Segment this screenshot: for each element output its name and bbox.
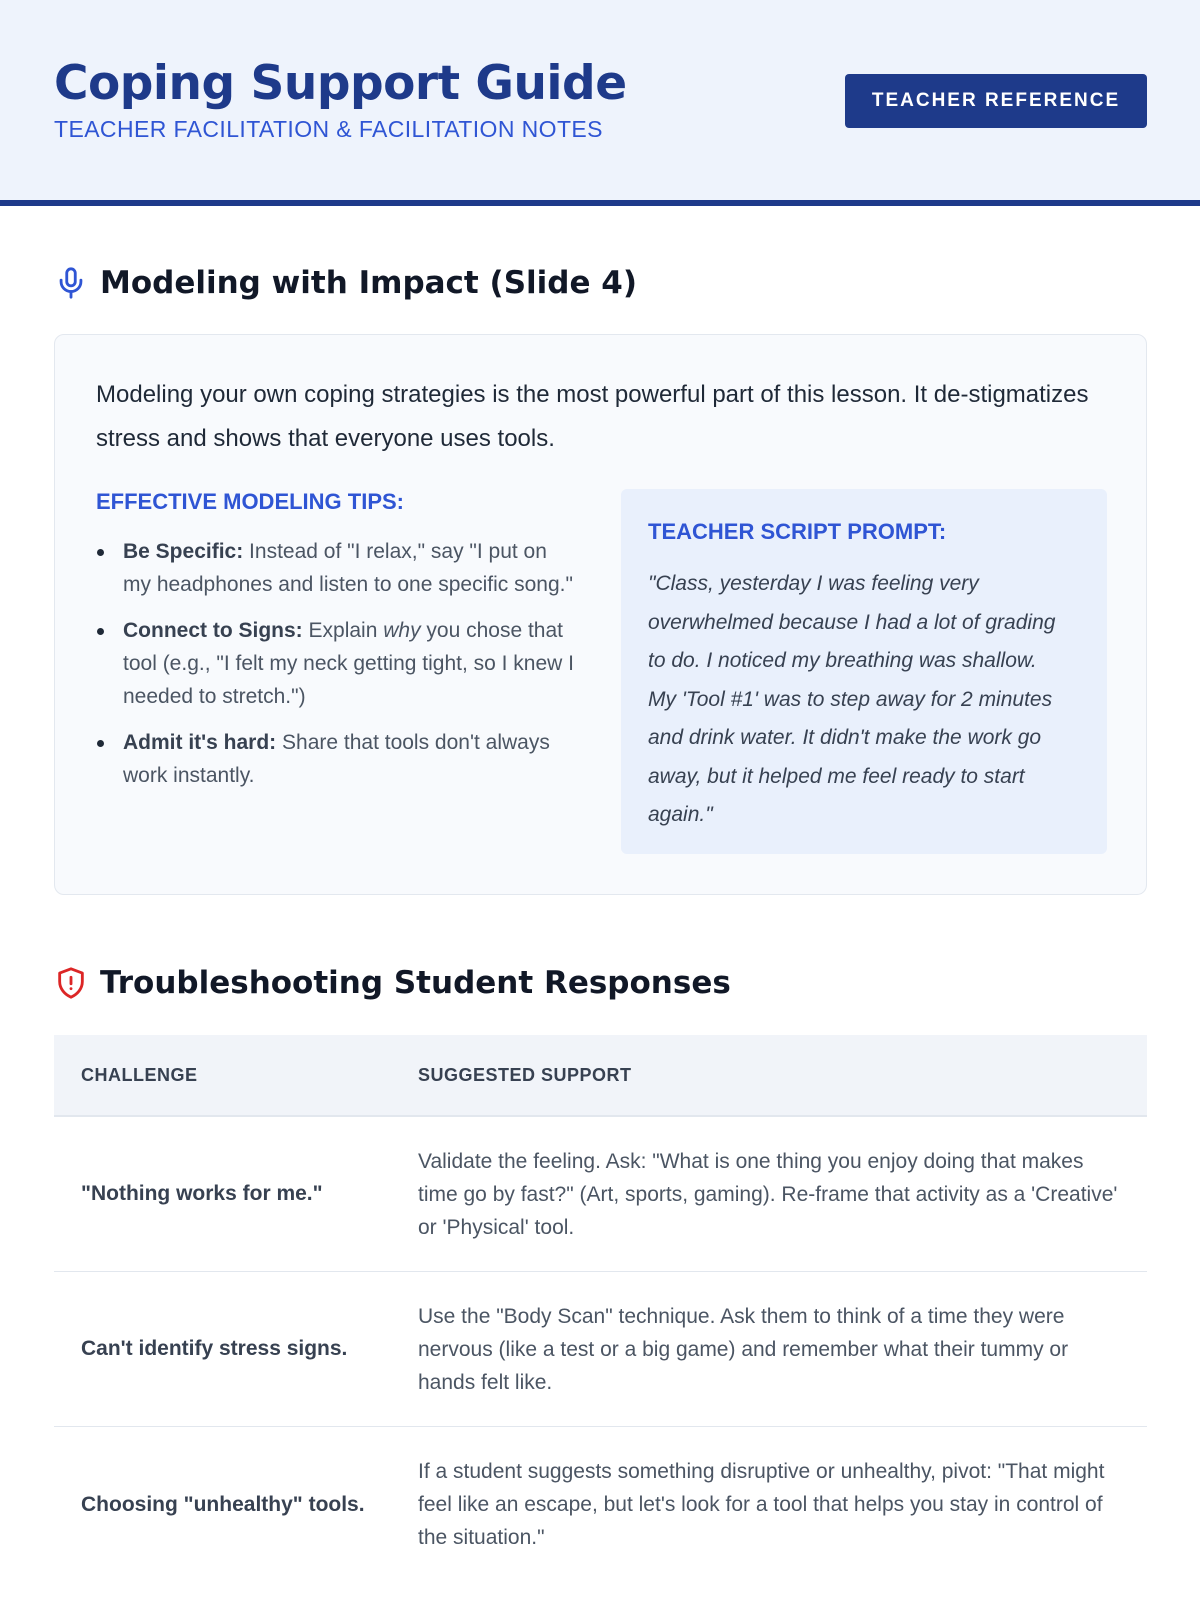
teacher-script-box bbox=[621, 489, 1107, 854]
shield-alert-icon bbox=[54, 966, 88, 1000]
page-header bbox=[0, 0, 1200, 206]
table-header bbox=[54, 1035, 1147, 1117]
microphone-icon bbox=[54, 266, 88, 300]
teacher-reference-badge: TEACHER REFERENCE bbox=[845, 74, 1147, 128]
tip-item: Be Specific: Instead of "I relax," say "I put on my headphones and listen to one specific song." bbox=[96, 535, 576, 601]
tips-title: EFFECTIVE MODELING TIPS: bbox=[96, 489, 405, 514]
challenge-cell: Can't identify stress signs. bbox=[81, 1337, 348, 1360]
tip-item: Connect to Signs: Explain why you chose that tool (e.g., "I felt my neck getting tight, so I knew I needed to stretch.") bbox=[96, 614, 576, 713]
modeling-section-heading bbox=[54, 265, 637, 301]
modeling-heading: Modeling with Impact (Slide 4) bbox=[100, 265, 638, 301]
challenge-cell: "Nothing works for me." bbox=[81, 1182, 323, 1205]
support-cell: If a student suggests something disruptive or unhealthy, pivot: "That might feel like an escape, but let's look for a tool that helps you stay in control of the situation." bbox=[418, 1460, 1105, 1549]
tips-list bbox=[96, 535, 576, 805]
modeling-intro: Modeling your own coping strategies is the most powerful part of this lesson. It de-stigmatizes stress and shows that everyone uses tools. bbox=[96, 381, 1089, 452]
table-row bbox=[54, 1117, 1147, 1272]
script-title: TEACHER SCRIPT PROMPT: bbox=[648, 519, 947, 544]
troubleshooting-table bbox=[54, 1035, 1147, 1582]
support-cell: Validate the feeling. Ask: "What is one thing you enjoy doing that makes time go by fast?" (Art, sports, gaming). Re-frame that activity as a 'Creative' or 'Physical' tool. bbox=[418, 1149, 1118, 1239]
challenge-cell: Choosing "unhealthy" tools. bbox=[81, 1492, 365, 1516]
column-header-support: SUGGESTED SUPPORT bbox=[418, 1064, 632, 1085]
page-subtitle: TEACHER FACILITATION & FACILITATION NOTES bbox=[54, 116, 603, 142]
troubleshooting-heading: Troubleshooting Student Responses bbox=[100, 965, 731, 1001]
script-text: "Class, yesterday I was feeling very overwhelmed because I had a lot of grading to do. I noticed my breathing was shallow. My 'Tool #1' was to step away for 2 minutes and drink water. It didn't make the work go away, but it helped me feel ready to start again." bbox=[648, 572, 1056, 826]
tip-item: Admit it's hard: Share that tools don't always work instantly. bbox=[96, 726, 576, 792]
column-header-challenge: CHALLENGE bbox=[81, 1064, 198, 1085]
page-title: Coping Support Guide bbox=[54, 56, 627, 111]
modeling-card bbox=[54, 334, 1147, 895]
table-row bbox=[54, 1272, 1147, 1427]
table-row bbox=[54, 1427, 1147, 1582]
troubleshooting-section-heading bbox=[54, 965, 731, 1001]
support-cell: Use the "Body Scan" technique. Ask them to think of a time they were nervous (like a test or a big game) and remember what their tummy or hands felt like. bbox=[418, 1304, 1069, 1394]
